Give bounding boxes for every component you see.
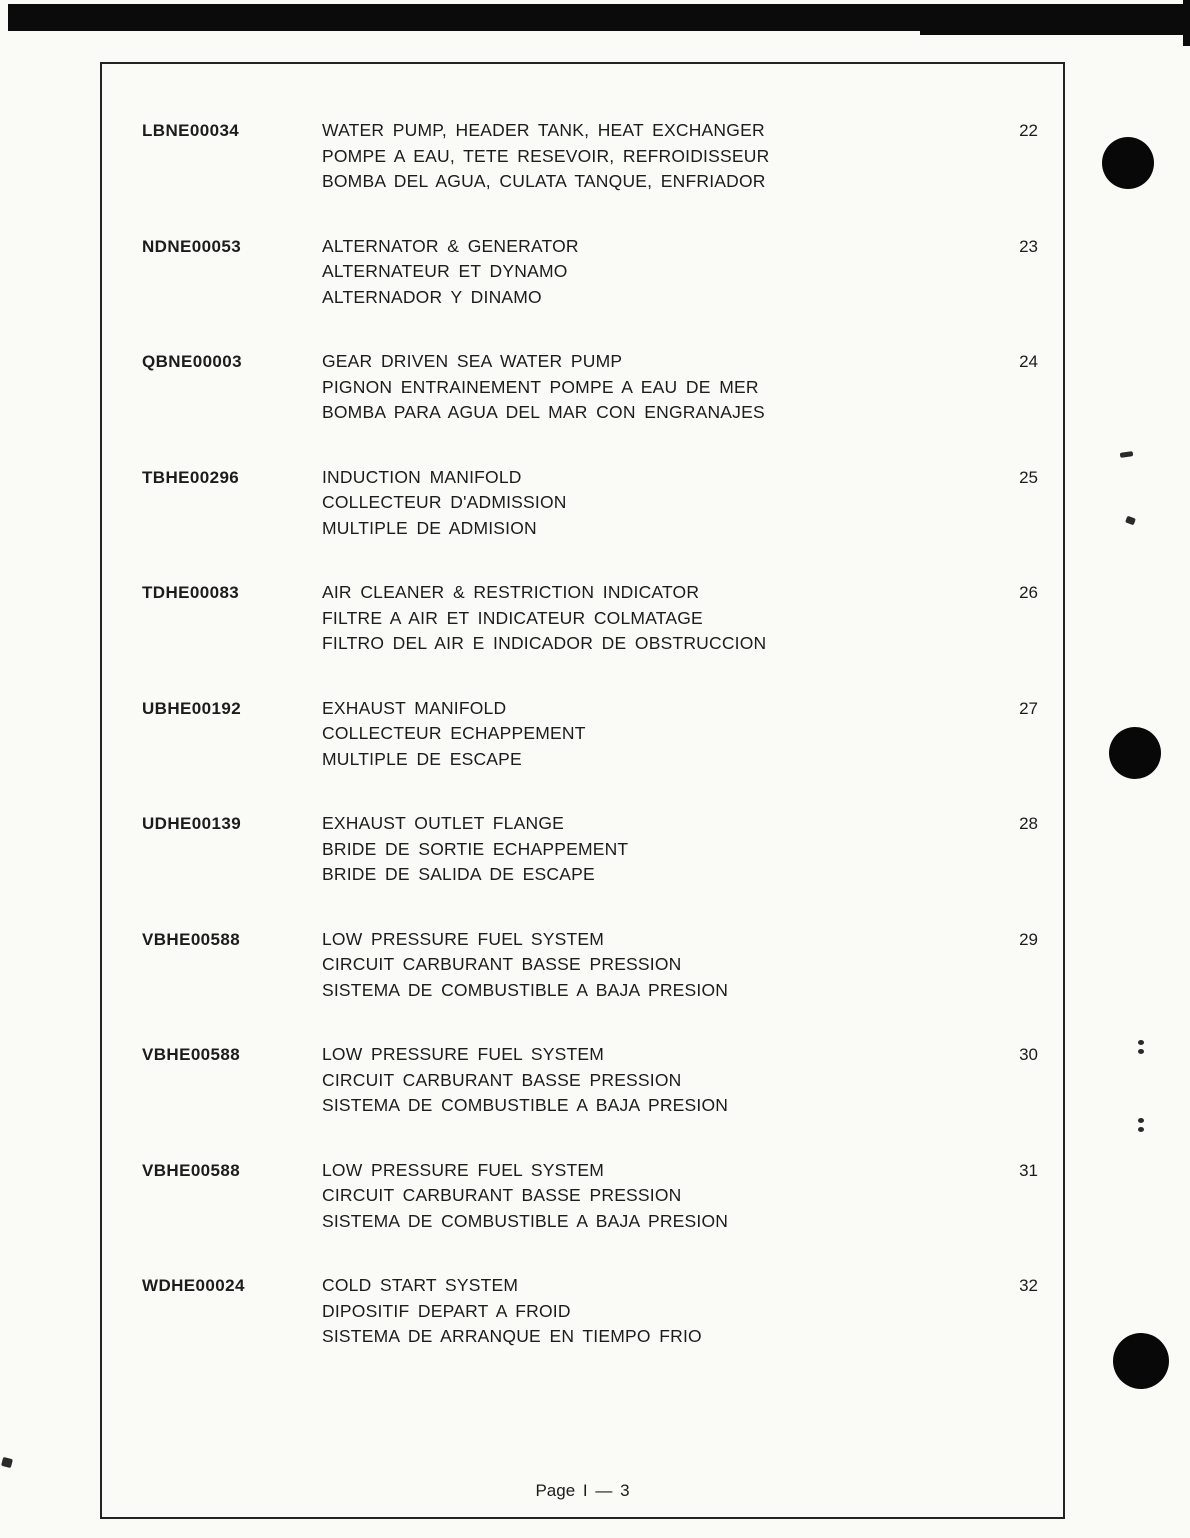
description-line-en: EXHAUST OUTLET FLANGE: [322, 813, 564, 833]
description-line-es: BOMBA DEL AGUA, CULATA TANQUE, ENFRIADOR: [322, 171, 766, 191]
toc-list: [102, 118, 1063, 1389]
entry-description: [322, 1273, 983, 1350]
entry-description: [322, 580, 983, 657]
scan-artifact: [1120, 451, 1134, 458]
description-line-es: FILTRO DEL AIR E INDICADOR DE OBSTRUCCION: [322, 633, 767, 653]
content-border-box: [100, 62, 1065, 1519]
description-line-es: ALTERNADOR Y DINAMO: [322, 286, 542, 307]
entry-description: [322, 811, 983, 888]
toc-entry: [102, 349, 1063, 426]
part-code: WDHE00024: [142, 1276, 245, 1295]
entry-description: [322, 1042, 983, 1119]
description-line-en: LOW PRESSURE FUEL SYSTEM: [322, 1044, 605, 1064]
scan-top-bar-step: [920, 29, 1190, 35]
page-number: 32: [1019, 1276, 1038, 1295]
entry-description: [322, 118, 983, 195]
description-line-fr: DIPOSITIF DEPART A FROID: [322, 1300, 571, 1321]
description-line-en: WATER PUMP, HEADER TANK, HEAT EXCHANGER: [322, 120, 765, 140]
binder-hole-dot: [1102, 137, 1154, 189]
part-code: VBHE00588: [142, 929, 241, 949]
part-code: QBNE00003: [142, 352, 242, 371]
toc-entry: [102, 1042, 1063, 1119]
description-line-es: MULTIPLE DE ESCAPE: [322, 748, 522, 769]
part-code: NDNE00053: [142, 236, 242, 256]
description-line-fr: CIRCUIT CARBURANT BASSE PRESSION: [322, 1069, 682, 1090]
toc-entry: [102, 811, 1063, 888]
description-line-fr: FILTRE A AIR ET INDICATEUR COLMATAGE: [322, 607, 703, 628]
description-line-fr: CIRCUIT CARBURANT BASSE PRESSION: [322, 954, 682, 974]
page-number: 22: [1019, 121, 1038, 140]
part-code: TBHE00296: [142, 467, 240, 487]
part-code: LBNE00034: [142, 121, 240, 140]
description-line-en: LOW PRESSURE FUEL SYSTEM: [322, 928, 605, 949]
page-number: 28: [1019, 814, 1038, 833]
description-line-fr: PIGNON ENTRAINEMENT POMPE A EAU DE MER: [322, 376, 759, 397]
entry-description: [322, 1158, 983, 1235]
part-code: VBHE00588: [142, 1160, 241, 1180]
toc-entry: [102, 1273, 1063, 1350]
binder-hole-dot: [1113, 1333, 1169, 1389]
page-number: 23: [1019, 236, 1038, 256]
description-line-en: EXHAUST MANIFOLD: [322, 697, 507, 718]
toc-entry: [102, 696, 1063, 773]
page-number: 26: [1019, 583, 1038, 602]
page-number: 30: [1019, 1045, 1038, 1064]
description-line-en: AIR CLEANER & RESTRICTION INDICATOR: [322, 582, 700, 602]
description-line-es: SISTEMA DE COMBUSTIBLE A BAJA PRESION: [322, 979, 729, 1000]
description-line-fr: ALTERNATEUR ET DYNAMO: [322, 261, 568, 281]
entry-description: [322, 696, 983, 773]
page-number: 29: [1019, 929, 1038, 949]
scan-artifact: [1, 1457, 13, 1468]
page-number: 31: [1019, 1160, 1038, 1180]
part-code: TDHE00083: [142, 583, 240, 602]
toc-entry: [102, 118, 1063, 195]
page-number: 24: [1019, 352, 1038, 371]
entry-description: [322, 465, 983, 542]
description-line-en: GEAR DRIVEN SEA WATER PUMP: [322, 351, 623, 371]
description-line-es: BRIDE DE SALIDA DE ESCAPE: [322, 864, 595, 884]
toc-entry: [102, 1158, 1063, 1235]
description-line-es: BOMBA PARA AGUA DEL MAR CON ENGRANAJES: [322, 402, 765, 422]
description-line-fr: CIRCUIT CARBURANT BASSE PRESSION: [322, 1185, 682, 1205]
entry-description: [322, 927, 983, 1004]
description-line-en: LOW PRESSURE FUEL SYSTEM: [322, 1159, 605, 1180]
scan-artifact: [1138, 1118, 1144, 1123]
description-line-es: SISTEMA DE COMBUSTIBLE A BAJA PRESION: [322, 1095, 729, 1115]
description-line-fr: POMPE A EAU, TETE RESEVOIR, REFROIDISSEUR: [322, 145, 770, 166]
scan-artifact: [1125, 516, 1136, 526]
part-code: VBHE00588: [142, 1045, 241, 1064]
description-line-en: COLD START SYSTEM: [322, 1275, 519, 1295]
binder-hole-dot: [1109, 727, 1161, 779]
description-line-fr: BRIDE DE SORTIE ECHAPPEMENT: [322, 838, 629, 859]
page-number: 25: [1019, 467, 1038, 487]
description-line-es: SISTEMA DE COMBUSTIBLE A BAJA PRESION: [322, 1210, 729, 1231]
toc-entry: [102, 234, 1063, 311]
toc-entry: [102, 580, 1063, 657]
entry-description: [322, 349, 983, 426]
part-code: UBHE00192: [142, 698, 242, 718]
page-footer: Page I — 3: [535, 1481, 630, 1500]
description-line-en: INDUCTION MANIFOLD: [322, 466, 522, 487]
scan-artifact: [1138, 1040, 1144, 1045]
part-code: UDHE00139: [142, 814, 242, 833]
toc-entry: [102, 927, 1063, 1004]
scan-right-edge-bar: [1183, 0, 1190, 46]
description-line-es: SISTEMA DE ARRANQUE EN TIEMPO FRIO: [322, 1326, 702, 1346]
description-line-en: ALTERNATOR & GENERATOR: [322, 235, 579, 256]
entry-description: [322, 234, 983, 311]
description-line-fr: COLLECTEUR D'ADMISSION: [322, 492, 567, 512]
description-line-fr: COLLECTEUR ECHAPPEMENT: [322, 723, 586, 743]
description-line-es: MULTIPLE DE ADMISION: [322, 517, 537, 538]
toc-entry: [102, 465, 1063, 542]
page-number: 27: [1019, 698, 1038, 718]
scan-top-bar: [8, 4, 1190, 31]
